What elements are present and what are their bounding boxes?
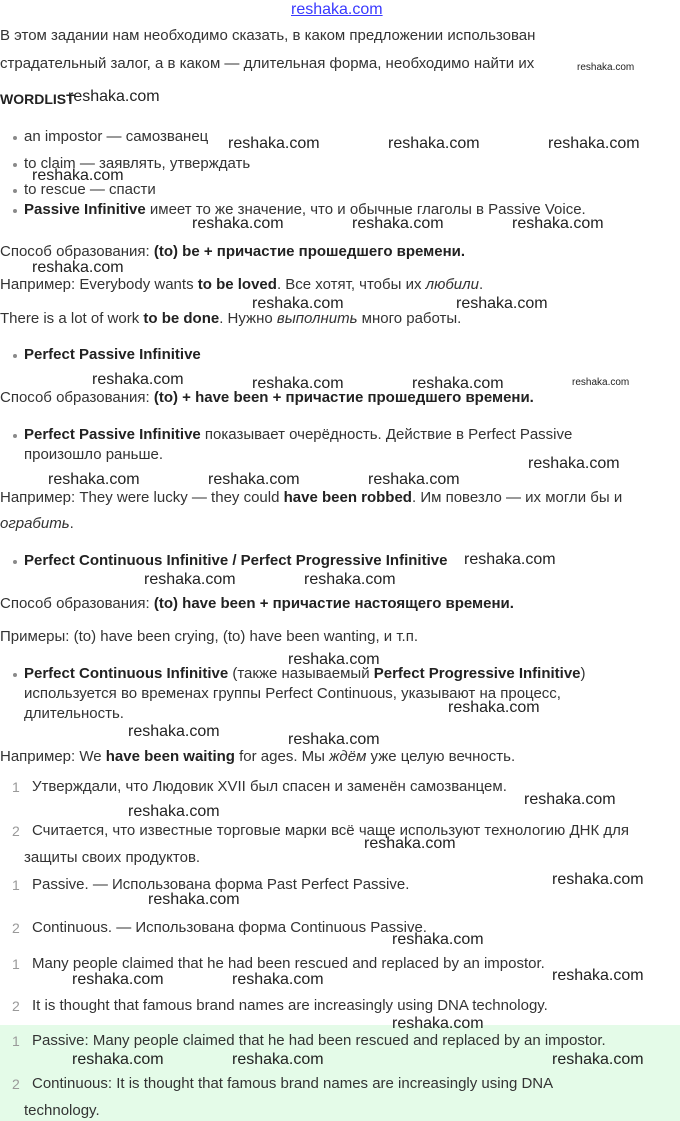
watermark: reshaka.com — [368, 471, 460, 488]
watermark: reshaka.com — [552, 967, 644, 984]
watermark: reshaka.com — [304, 571, 396, 588]
word-item-2: to claim — заявлять, утверждать — [24, 155, 251, 172]
watermark: reshaka.com — [128, 803, 220, 820]
watermark: reshaka.com — [552, 871, 644, 888]
watermark: reshaka.com — [208, 471, 300, 488]
watermark: reshaka.com — [364, 835, 456, 852]
watermark: reshaka.com — [72, 1051, 164, 1068]
watermark: reshaka.com — [92, 371, 184, 388]
formation-1: Способ образования: (to) be + причастие прошедшего времени. — [0, 243, 466, 260]
watermark: reshaka.com — [232, 1051, 324, 1068]
watermark: reshaka.com — [548, 135, 640, 152]
sentence-num-1: 1 — [12, 956, 20, 972]
watermark: reshaka.com — [352, 215, 444, 232]
word-item-1: an impostor — самозванец — [24, 128, 209, 145]
sentence-num-2: 2 — [12, 998, 20, 1014]
watermark: reshaka.com — [252, 375, 344, 392]
watermark: reshaka.com — [192, 215, 284, 232]
watermark: reshaka.com — [388, 135, 480, 152]
perfect-continuous-desc-3: длительность. — [24, 705, 124, 722]
sentence-2: It is thought that famous brand names are increasingly using DNA technology. — [32, 997, 548, 1014]
perfect-passive-title: Perfect Passive Infinitive — [24, 346, 201, 363]
formation-2: Способ образования: (to) + have been + причастие прошедшего времени. — [0, 389, 534, 406]
examples-line: Примеры: (to) have been crying, (to) have been wanting, и т.п. — [0, 628, 419, 645]
watermark: reshaka.com — [232, 971, 324, 988]
formation-3: Способ образования: (to) have been + причастие настоящего времени. — [0, 595, 514, 612]
watermark: reshaka.com — [32, 167, 124, 184]
perfect-continuous-desc: Perfect Continuous Infinitive (также называемый Perfect Progressive Infinitive) — [24, 665, 586, 682]
watermark: reshaka.com — [572, 377, 630, 388]
watermark: reshaka.com — [288, 651, 380, 668]
example-3: Например: They were lucky — they could have been robbed. Им повезло — их могли бы и — [0, 489, 623, 506]
type-2: Continuous. — Использована форма Continuous Passive. — [32, 919, 427, 936]
translation-num-1: 1 — [12, 779, 20, 795]
example-3-cont: ограбить. — [0, 515, 74, 532]
example-4: Например: We have been waiting for ages. Мы ждём уже целую вечность. — [0, 748, 516, 765]
intro-line-1: В этом задании нам необходимо сказать, в каком предложении использован — [0, 27, 536, 44]
type-num-1: 1 — [12, 877, 20, 893]
watermark: reshaka.com — [552, 1051, 644, 1068]
watermark: reshaka.com — [148, 891, 240, 908]
watermark: reshaka.com — [577, 62, 635, 73]
sentence-1: Many people claimed that he had been rescued and replaced by an impostor. — [32, 955, 545, 972]
watermark: reshaka.com — [144, 571, 236, 588]
watermark: reshaka.com — [32, 259, 124, 276]
intro-line-2: страдательный залог, а в каком — длительная форма, необходимо найти их — [0, 55, 535, 72]
passive-infinitive-item: Passive Infinitive имеет то же значение, что и обычные глаголы в Passive Voice. — [24, 201, 586, 218]
answer-2: Continuous: It is thought that famous brand names are increasingly using DNA — [32, 1075, 554, 1092]
watermark: reshaka.com — [72, 971, 164, 988]
watermark: reshaka.com — [512, 215, 604, 232]
type-1: Passive. — Использована форма Past Perfect Passive. — [32, 876, 410, 893]
watermark: reshaka.com — [464, 551, 556, 568]
perfect-passive-desc: Perfect Passive Infinitive показывает очерёдность. Действие в Perfect Passive — [24, 426, 573, 443]
watermark: reshaka.com — [48, 471, 140, 488]
translation-2-cont: защиты своих продуктов. — [24, 849, 201, 866]
answer-num-1: 1 — [12, 1033, 20, 1049]
watermark: reshaka.com — [252, 295, 344, 312]
wordlist-title: WORDLIST — [0, 91, 75, 107]
watermark: reshaka.com — [392, 931, 484, 948]
watermark: reshaka.com — [412, 375, 504, 392]
watermark: reshaka.com — [528, 455, 620, 472]
watermark: reshaka.com — [228, 135, 320, 152]
perfect-passive-desc-2: произошло раньше. — [24, 446, 164, 463]
watermark: reshaka.com — [68, 88, 160, 105]
watermark: reshaka.com — [392, 1015, 484, 1032]
answer-2-cont: technology. — [24, 1102, 100, 1119]
watermark: reshaka.com — [456, 295, 548, 312]
perfect-continuous-desc-2: используется во временах группы Perfect Continuous, указывают на процесс, — [24, 685, 561, 702]
watermark: reshaka.com — [524, 791, 616, 808]
translation-1: Утверждали, что Людовик XVII был спасен и заменён самозванцем. — [32, 778, 507, 795]
example-1: Например: Everybody wants to be loved. Все хотят, чтобы их любили. — [0, 276, 484, 293]
translation-num-2: 2 — [12, 823, 20, 839]
translation-2: Считается, что известные торговые марки всё чаще используют технологию ДНК для — [32, 822, 629, 839]
watermark-top: reshaka.com — [291, 1, 383, 18]
type-num-2: 2 — [12, 920, 20, 936]
answer-num-2: 2 — [12, 1076, 20, 1092]
watermark: reshaka.com — [448, 699, 540, 716]
perfect-continuous-title: Perfect Continuous Infinitive / Perfect Progressive Infinitive — [24, 552, 448, 569]
word-item-3: to rescue — спасти — [24, 181, 156, 198]
example-2: There is a lot of work to be done. Нужно выполнить много работы. — [0, 310, 462, 327]
watermark: reshaka.com — [128, 723, 220, 740]
watermark: reshaka.com — [288, 731, 380, 748]
answer-1: Passive: Many people claimed that he had been rescued and replaced by an impostor. — [32, 1032, 606, 1049]
